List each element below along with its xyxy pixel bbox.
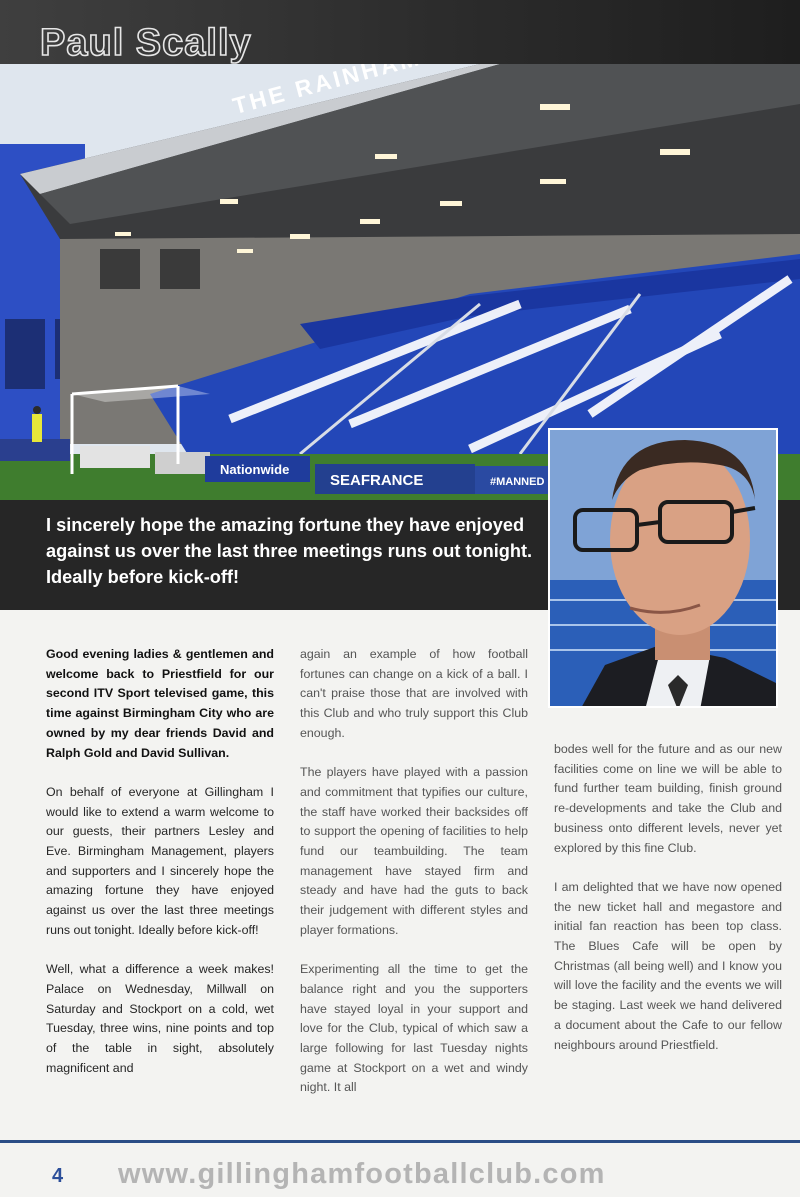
banner-nationwide: Nationwide bbox=[220, 462, 290, 477]
page-number: 4 bbox=[52, 1165, 64, 1187]
article-column-1 bbox=[46, 645, 274, 1098]
portrait-photo bbox=[548, 428, 778, 708]
article-paragraph: The players have played with a passion and commitment that typifies our culture, the staff have worked their backsides off to support the opening of facilities to help fund our teambuilding. The team management have stayed firm and steady and have had the guts to back their judgement with different styles and player formations. bbox=[300, 765, 528, 937]
article-paragraph: bodes well for the future and as our new facilities come on line we will be able to fund further team building, finish ground re-developments and take the Club and business onto different levels, never yet explored by this fine Club. bbox=[554, 742, 782, 855]
article-paragraph: On behalf of everyone at Gillingham I would like to extend a warm welcome to our guests, their partners Lesley and Eve. Birmingham Management, players and supporters and I sincerely hope the amazing fortune they have enjoyed against us over the last three meetings runs out tonight. Ideally before kick-off! bbox=[46, 784, 274, 937]
article-paragraph: I am delighted that we have now opened the new ticket hall and megastore and initial fan reaction has been top class. The Blues Cafe will be open by Christmas (all being well) and I know you will love the facility and the events we will be staging. Last week we hand delivered a document about the Cafe to our fellow neighbours around Priestfield. bbox=[554, 879, 782, 1052]
banner-seafrance: SEAFRANCE bbox=[330, 472, 424, 489]
pull-quote: I sincerely hope the amazing fortune they have enjoyed against us over the last three meetings runs out tonight. Ideally before kick-off! bbox=[46, 515, 533, 587]
article-paragraph: again an example of how football fortunes can change on a kick of a ball. I can't praise those that are involved with this Club and who truly support this Club enough. bbox=[300, 647, 528, 740]
footer-divider bbox=[0, 1140, 800, 1143]
website-url[interactable]: www.gillinghamfootballclub.com bbox=[118, 1158, 606, 1190]
article-column-3 bbox=[554, 740, 782, 1075]
article-paragraph: Well, what a difference a week makes! Palace on Wednesday, Millwall on Saturday and Stockport on a cold, wet Tuesday, three wins, nine points and top of the table in sight, absolutely magnificent and bbox=[46, 962, 274, 1075]
banner-manned: #MANNED bbox=[490, 476, 545, 488]
page-title: Paul Scally bbox=[40, 22, 252, 64]
article-paragraph: Good evening ladies & gentlemen and welcome back to Priestfield for our second ITV Sport televised game, this time against Birmingham City who are owned by my dear friends David and Ralph Gold and David Sullivan. bbox=[46, 647, 274, 760]
article-paragraph: Experimenting all the time to get the balance right and you the supporters have stayed loyal in your support and love for the Club, typical of which saw a large following for last Tuesday nights game at Stockport on a wet and windy night. It all bbox=[300, 962, 528, 1095]
article-column-2 bbox=[300, 645, 528, 1118]
